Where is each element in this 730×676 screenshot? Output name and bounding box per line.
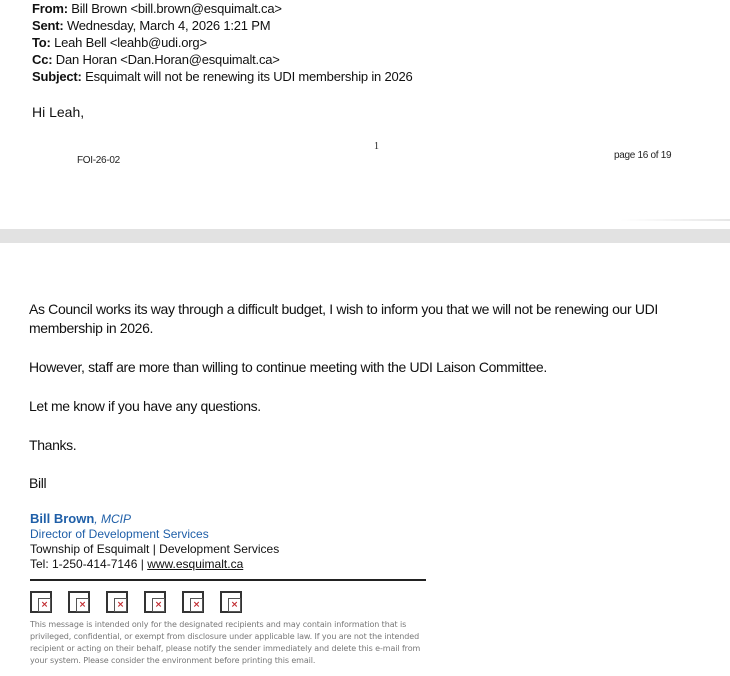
page-break-divider (0, 229, 730, 243)
page-edge-shadow (620, 219, 730, 221)
signature-name-line (30, 511, 279, 527)
subject-label: Subject: (32, 69, 82, 84)
confidentiality-disclaimer: This message is intended only for the designated recipients and may contain information that is privileged, confidential, or exempt from disclosure under applicable law. If you are not the intended recipient or acting on their behalf, please notify the sender immediately and delete this e-mail from your system. Please consider the environment before printing this email. (30, 620, 421, 665)
image-x-glyph: × (114, 598, 127, 612)
sign-off-name: Bill (29, 475, 47, 491)
signature-title: Director of Development Services (30, 527, 209, 541)
broken-image-icon (220, 591, 242, 613)
image-x-glyph: × (76, 598, 89, 612)
from-value: Bill Brown <bill.brown@esquimalt.ca> (71, 1, 282, 16)
subject-value: Esquimalt will not be renewing its UDI membership in 2026 (85, 69, 413, 84)
page-number: 1 (374, 141, 379, 152)
body-paragraph: Thanks. (29, 437, 77, 453)
image-x-glyph: × (152, 598, 165, 612)
body-paragraph: However, staff are more than willing to continue meeting with the UDI Laison Committee. (29, 359, 547, 375)
sent-value: Wednesday, March 4, 2026 1:21 PM (66, 18, 271, 33)
subject-line (32, 68, 413, 85)
signature-name: Bill Brown (30, 511, 95, 526)
signature-credential: , MCIP (94, 512, 131, 526)
broken-image-icon (30, 591, 52, 613)
foi-document-id: FOI-26-02 (77, 155, 120, 166)
signature-divider (30, 579, 426, 581)
broken-image-icon (144, 591, 166, 613)
to-label: To: (32, 35, 51, 50)
broken-image-icon (182, 591, 204, 613)
email-signature (30, 511, 279, 572)
image-x-glyph: × (228, 598, 241, 612)
from-line (32, 0, 413, 17)
to-line (32, 34, 413, 51)
body-paragraph: As Council works its way through a difficult budget, I wish to inform you that we will not be renewing our UDI membership in 2026. (29, 301, 658, 336)
sent-label: Sent: (32, 18, 64, 33)
email-header (32, 0, 413, 85)
body-paragraph: Let me know if you have any questions. (29, 398, 261, 414)
broken-image-icon (106, 591, 128, 613)
sent-line (32, 17, 413, 34)
broken-image-icon (68, 591, 90, 613)
page-15-bottom (0, 0, 730, 229)
page-count: page 16 of 19 (614, 150, 672, 161)
signature-tel: Tel: 1-250-414-7146 | (30, 557, 148, 571)
to-value: Leah Bell <leahb@udi.org> (54, 35, 207, 50)
signature-image-row (30, 591, 242, 613)
cc-line (32, 51, 413, 68)
cc-value: Dan Horan <Dan.Horan@esquimalt.ca> (55, 52, 280, 67)
cc-label: Cc: (32, 52, 53, 67)
signature-website-link[interactable]: www.esquimalt.ca (147, 557, 244, 571)
image-x-glyph: × (38, 598, 51, 612)
from-label: From: (32, 1, 68, 16)
image-x-glyph: × (190, 598, 203, 612)
signature-organization: Township of Esquimalt | Development Services (30, 542, 280, 556)
signature-contact-line (30, 557, 279, 572)
greeting: Hi Leah, (32, 104, 85, 120)
